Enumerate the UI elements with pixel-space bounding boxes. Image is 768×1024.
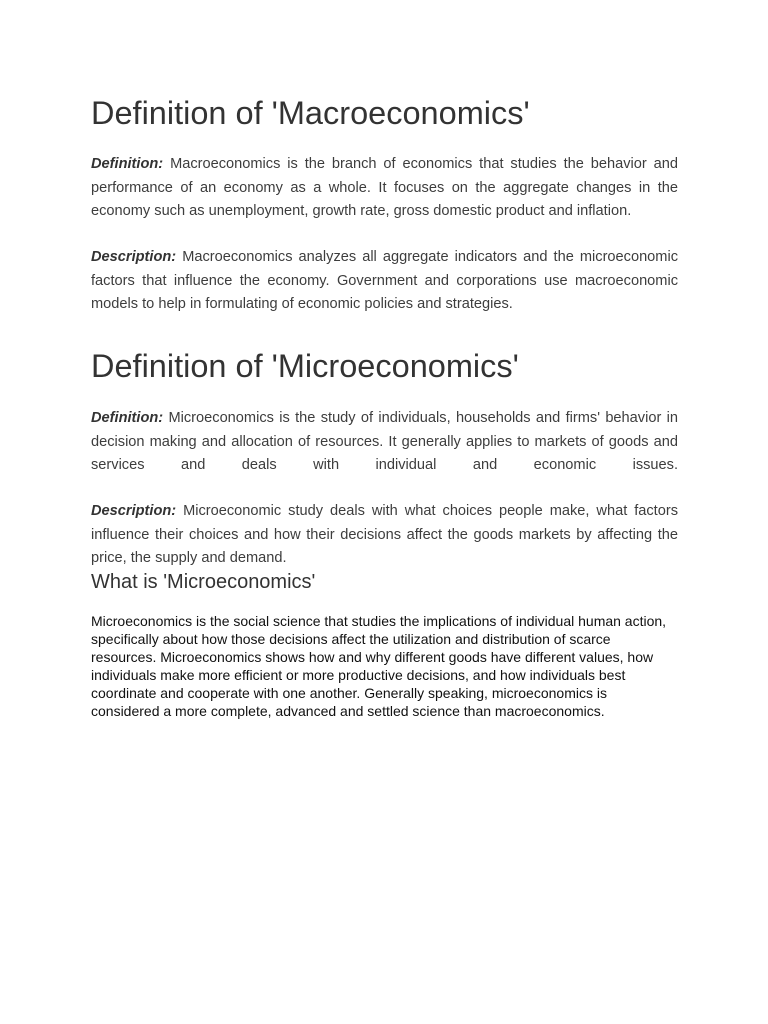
micro-description-label: Description: xyxy=(91,503,177,519)
macro-description-label: Description: xyxy=(91,249,177,265)
macro-description-paragraph xyxy=(91,246,678,317)
macro-definition-text: Macroeconomics is the branch of economics that studies the behavior and performance of an economy as a whole. It focuses on the aggregate changes in the economy such as unemployment, growth rate, gross domestic product and inflation. xyxy=(91,156,678,219)
what-is-body: Microeconomics is the social science that studies the implications of individual human action, specifically about how those decisions affect the utilization and distribution of scarce resources. Microeconomics shows how and why different goods have different values, how individuals make more efficient or more productive decisions, and how individuals best coordinate and cooperate with one another. Generally speaking, microeconomics is considered a more complete, advanced and settled science than macroeconomics. xyxy=(91,613,667,719)
micro-description-text: Microeconomic study deals with what choices people make, what factors influence their choices and how their decisions affect the goods markets by affecting the price, the supply and demand. xyxy=(91,503,678,566)
macro-description-text: Macroeconomics analyzes all aggregate indicators and the microeconomic factors that influence the economy. Government and corporations use macroeconomic models to help in formulating of economic policies and strategies. xyxy=(91,249,678,312)
micro-definition-text: Microeconomics is the study of individuals, households and firms' behavior in decision making and allocation of resources. It generally applies to markets of goods and services and deals with individual and economic issues. xyxy=(91,410,678,473)
micro-definition-paragraph xyxy=(91,407,678,478)
what-is-heading: What is 'Microeconomics' xyxy=(91,571,316,593)
micro-description-paragraph xyxy=(91,500,678,571)
micro-definition-label: Definition: xyxy=(91,410,164,426)
micro-heading: Definition of 'Microeconomics' xyxy=(91,348,519,384)
macro-heading: Definition of 'Macroeconomics' xyxy=(91,95,530,131)
macro-definition-paragraph xyxy=(91,153,678,224)
macro-definition-label: Definition: xyxy=(91,156,164,172)
